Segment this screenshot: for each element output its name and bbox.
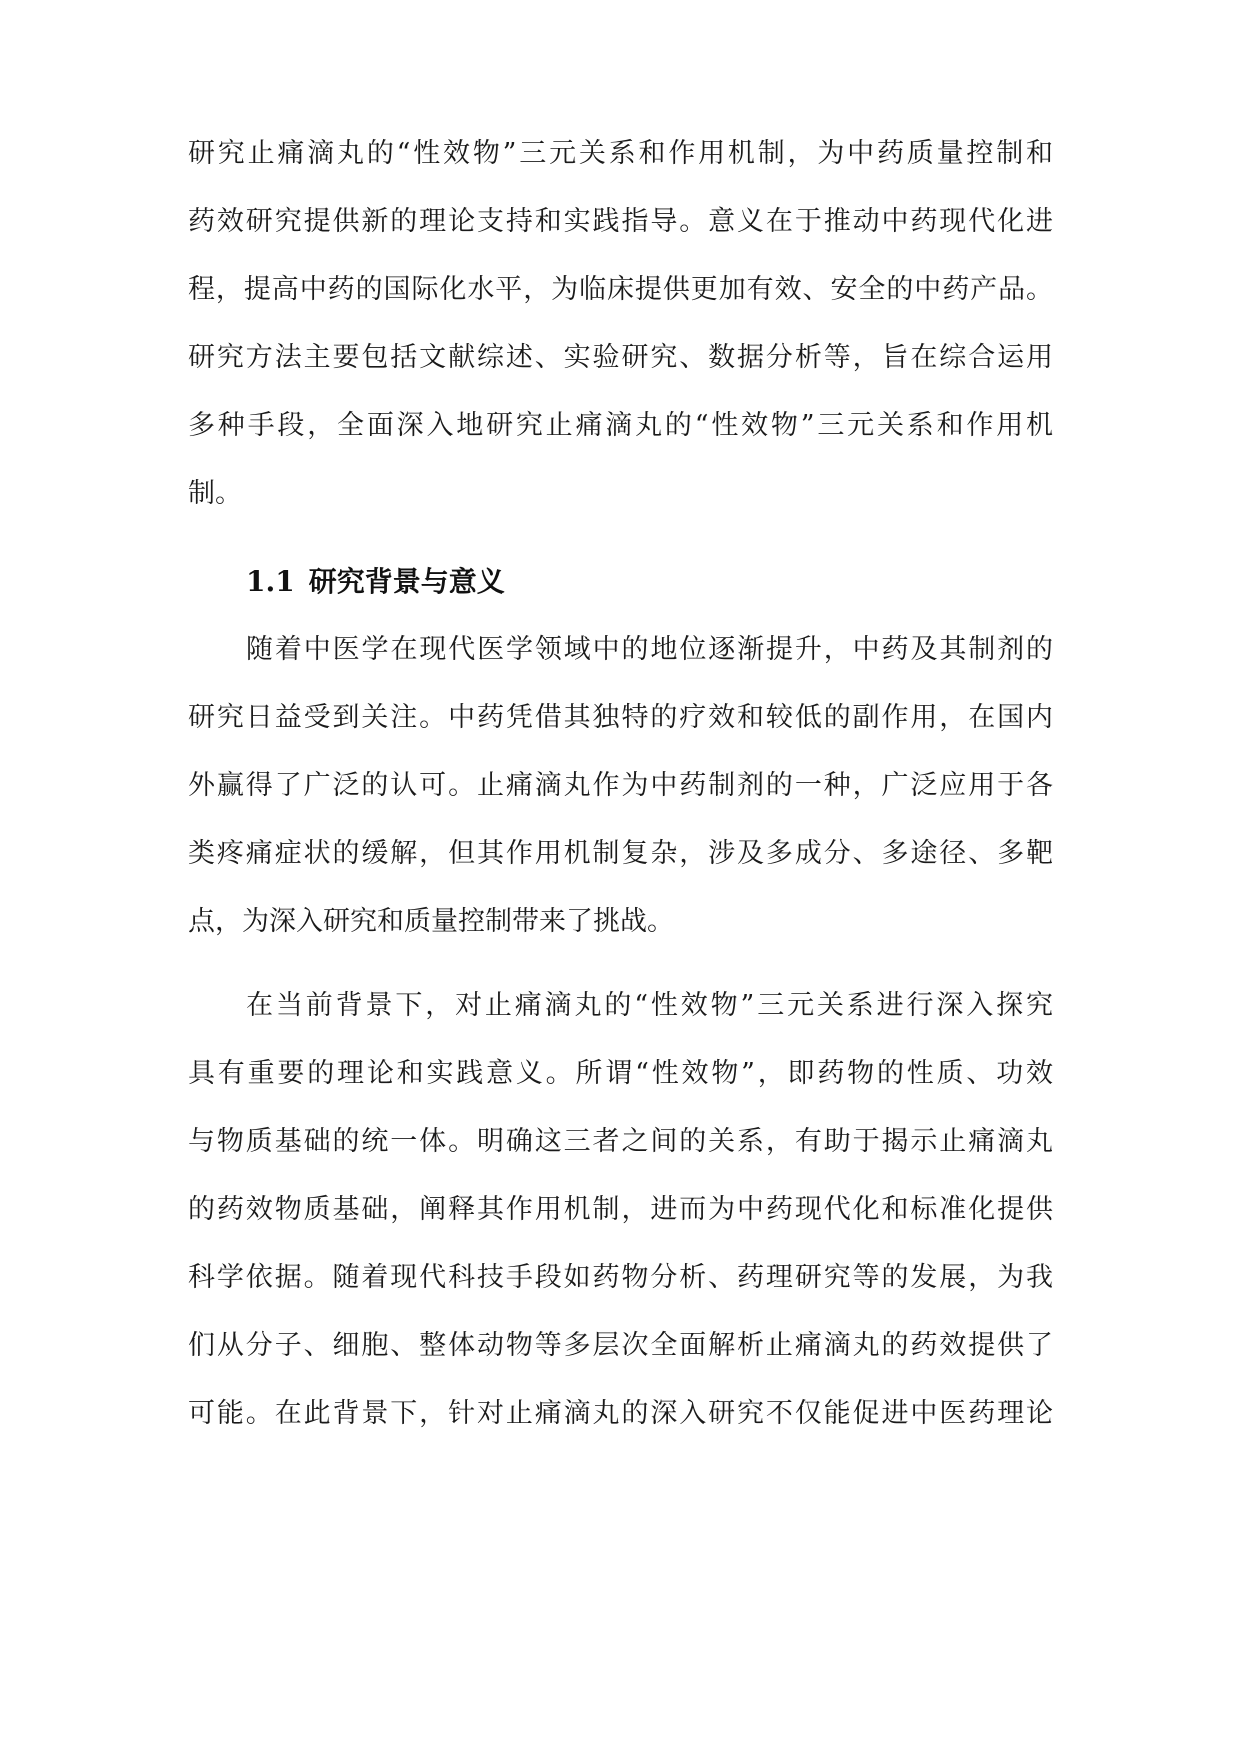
paragraph1-line: 外赢得了广泛的认可。止痛滴丸作为中药制剂的一种，广泛应用于各 [188,770,1053,801]
intro-line: 研究止痛滴丸的“性效物”三元关系和作用机制，为中药质量控制和 [188,138,1053,169]
section-heading [246,562,505,602]
paragraph2-line: 与物质基础的统一体。明确这三者之间的关系，有助于揭示止痛滴丸 [188,1126,1053,1157]
paragraph2-line: 在当前背景下，对止痛滴丸的“性效物”三元关系进行深入探究 [246,990,1053,1021]
intro-line: 研究方法主要包括文献综述、实验研究、数据分析等，旨在综合运用 [188,342,1053,373]
intro-line: 多种手段，全面深入地研究止痛滴丸的“性效物”三元关系和作用机 [188,410,1053,441]
paragraph2-line: 们从分子、细胞、整体动物等多层次全面解析止痛滴丸的药效提供了 [188,1330,1053,1361]
paragraph1-line: 类疼痛症状的缓解，但其作用机制复杂，涉及多成分、多途径、多靶 [188,838,1053,869]
intro-line: 制。 [188,478,242,509]
paragraph2-line: 具有重要的理论和实践意义。所谓“性效物”，即药物的性质、功效 [188,1058,1053,1089]
intro-line: 药效研究提供新的理论支持和实践指导。意义在于推动中药现代化进 [188,206,1053,237]
section-number: 1.1 [246,565,295,598]
paragraph1-line: 随着中医学在现代医学领域中的地位逐渐提升，中药及其制剂的 [246,634,1053,665]
paragraph1-line: 点，为深入研究和质量控制带来了挑战。 [188,906,674,937]
paragraph2-line: 的药效物质基础，阐释其作用机制，进而为中药现代化和标准化提供 [188,1194,1053,1225]
intro-line: 程，提高中药的国际化水平，为临床提供更加有效、安全的中药产品。 [188,274,1053,305]
paragraph2-line: 科学依据。随着现代科技手段如药物分析、药理研究等的发展，为我 [188,1262,1053,1293]
paragraph1-line: 研究日益受到关注。中药凭借其独特的疗效和较低的副作用，在国内 [188,702,1053,733]
section-title: 研究背景与意义 [308,565,505,598]
paragraph2-line: 可能。在此背景下，针对止痛滴丸的深入研究不仅能促进中医药理论 [188,1398,1053,1429]
